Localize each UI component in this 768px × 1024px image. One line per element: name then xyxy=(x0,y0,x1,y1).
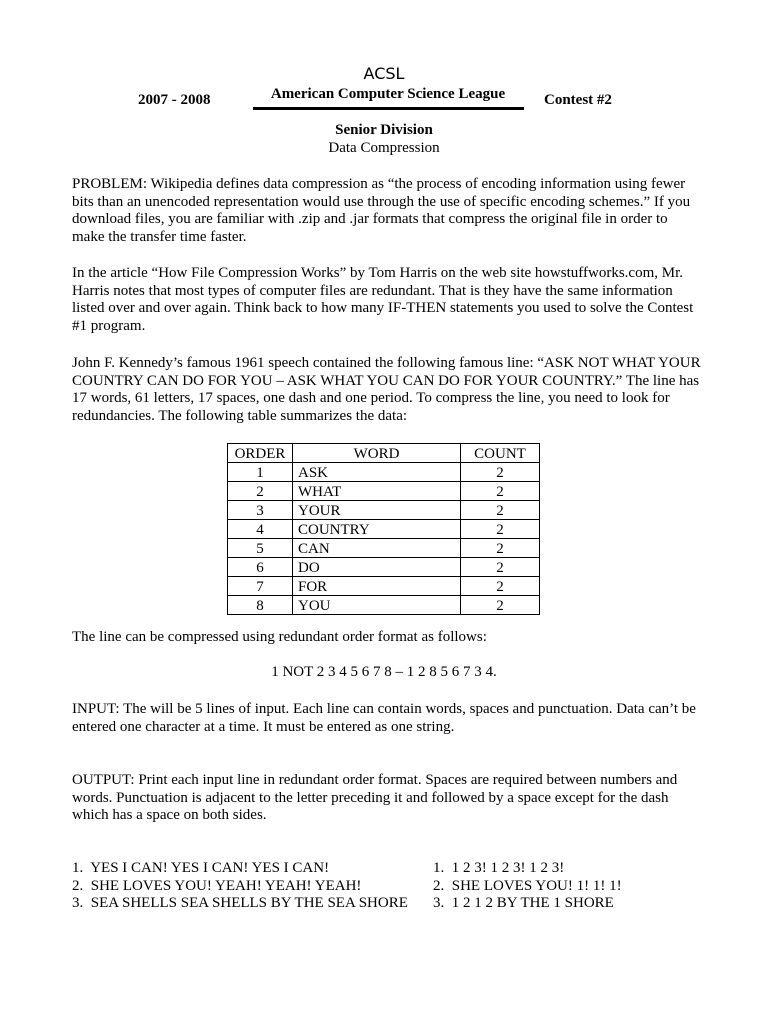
sample-input-list xyxy=(72,860,408,913)
order-cell: 6 xyxy=(228,558,293,577)
word-cell: COUNTRY xyxy=(293,520,461,539)
order-cell: 2 xyxy=(228,482,293,501)
order-cell: 5 xyxy=(228,539,293,558)
acronym-heading: ACSL xyxy=(363,64,405,83)
word-count-table xyxy=(227,443,540,615)
sample-output-line: 1. 1 2 3! 1 2 3! 1 2 3! xyxy=(433,860,565,876)
table-row xyxy=(228,539,540,558)
sample-input-line: 3. SEA SHELLS SEA SHELLS BY THE SEA SHORE xyxy=(72,895,408,912)
order-cell: 1 xyxy=(228,463,293,482)
compressed-line: 1 NOT 2 3 4 5 6 7 8 – 1 2 8 5 6 7 3 4. xyxy=(271,664,497,680)
article-paragraph: In the article “How File Compression Works” by Tom Harris on the web site howstuffworks.com, Mr. Harris notes that most types of computer files are redundant. That is they have the same information listed over and over again. Think back to how many IF-THEN statements you used to solve the Contest #1 program. xyxy=(72,265,694,334)
header-word: WORD xyxy=(293,444,461,463)
sample-output-line: 2. SHE LOVES YOU! 1! 1! 1! xyxy=(433,877,622,894)
order-cell: 3 xyxy=(228,501,293,520)
count-cell: 2 xyxy=(461,520,540,539)
table-row xyxy=(228,558,540,577)
input-paragraph: INPUT: The will be 5 lines of input. Each line can contain words, spaces and punctuation. Data can’t be entered one character at a time. It must be entered as one string. xyxy=(72,701,696,735)
count-cell: 2 xyxy=(461,539,540,558)
count-cell: 2 xyxy=(461,463,540,482)
word-cell: ASK xyxy=(293,463,461,482)
page-title: Data Compression xyxy=(328,140,440,156)
problem-paragraph: PROBLEM: Wikipedia defines data compression as “the process of encoding information using fewer bits than an unencoded representation would use through the use of specific encoding schemes.” If you download files, you are familiar with .zip and .jar formats that compress the original file in order to make the transfer time faster. xyxy=(72,176,691,245)
count-cell: 2 xyxy=(461,558,540,577)
order-cell: 4 xyxy=(228,520,293,539)
kennedy-paragraph: John F. Kennedy’s famous 1961 speech contained the following famous line: “ASK NOT WHAT YOUR COUNTRY CAN DO FOR YOU – ASK WHAT YOU CAN DO FOR YOUR COUNTRY.” The line has 17 words, 61 letters, 17 spaces, one dash and one period. To compress the line, you need to look for redundancies. The following table summarizes the data: xyxy=(72,355,701,424)
count-cell: 2 xyxy=(461,501,540,520)
contest-label: Contest #2 xyxy=(544,92,612,108)
sample-output-list xyxy=(433,860,622,913)
word-cell: WHAT xyxy=(293,482,461,501)
header-rule xyxy=(253,107,524,110)
header-order: ORDER xyxy=(228,444,293,463)
order-cell: 7 xyxy=(228,577,293,596)
sample-input-line: 1. YES I CAN! YES I CAN! YES I CAN! xyxy=(72,860,330,876)
word-cell: YOUR xyxy=(293,501,461,520)
table-row xyxy=(228,463,540,482)
count-cell: 2 xyxy=(461,482,540,501)
output-paragraph: OUTPUT: Print each input line in redundant order format. Spaces are required between numbers and words. Punctuation is adjacent to the letter preceding it and followed by a space except for the dash which has a space on both sides. xyxy=(72,772,678,824)
table-row xyxy=(228,520,540,539)
table-row xyxy=(228,577,540,596)
division-heading: Senior Division xyxy=(335,122,433,138)
order-cell: 8 xyxy=(228,596,293,615)
league-title: American Computer Science League xyxy=(270,86,506,102)
year-label: 2007 - 2008 xyxy=(138,92,211,108)
word-cell: FOR xyxy=(293,577,461,596)
sample-output-line: 3. 1 2 1 2 BY THE 1 SHORE xyxy=(433,895,614,912)
table-header-row xyxy=(228,444,540,463)
word-cell: YOU xyxy=(293,596,461,615)
table-row xyxy=(228,596,540,615)
sample-input-line: 2. SHE LOVES YOU! YEAH! YEAH! YEAH! xyxy=(72,877,362,894)
count-cell: 2 xyxy=(461,596,540,615)
word-cell: CAN xyxy=(293,539,461,558)
compress-intro-paragraph: The line can be compressed using redundant order format as follows: xyxy=(72,629,487,645)
table-row xyxy=(228,482,540,501)
header-count: COUNT xyxy=(461,444,540,463)
table-row xyxy=(228,501,540,520)
word-cell: DO xyxy=(293,558,461,577)
count-cell: 2 xyxy=(461,577,540,596)
